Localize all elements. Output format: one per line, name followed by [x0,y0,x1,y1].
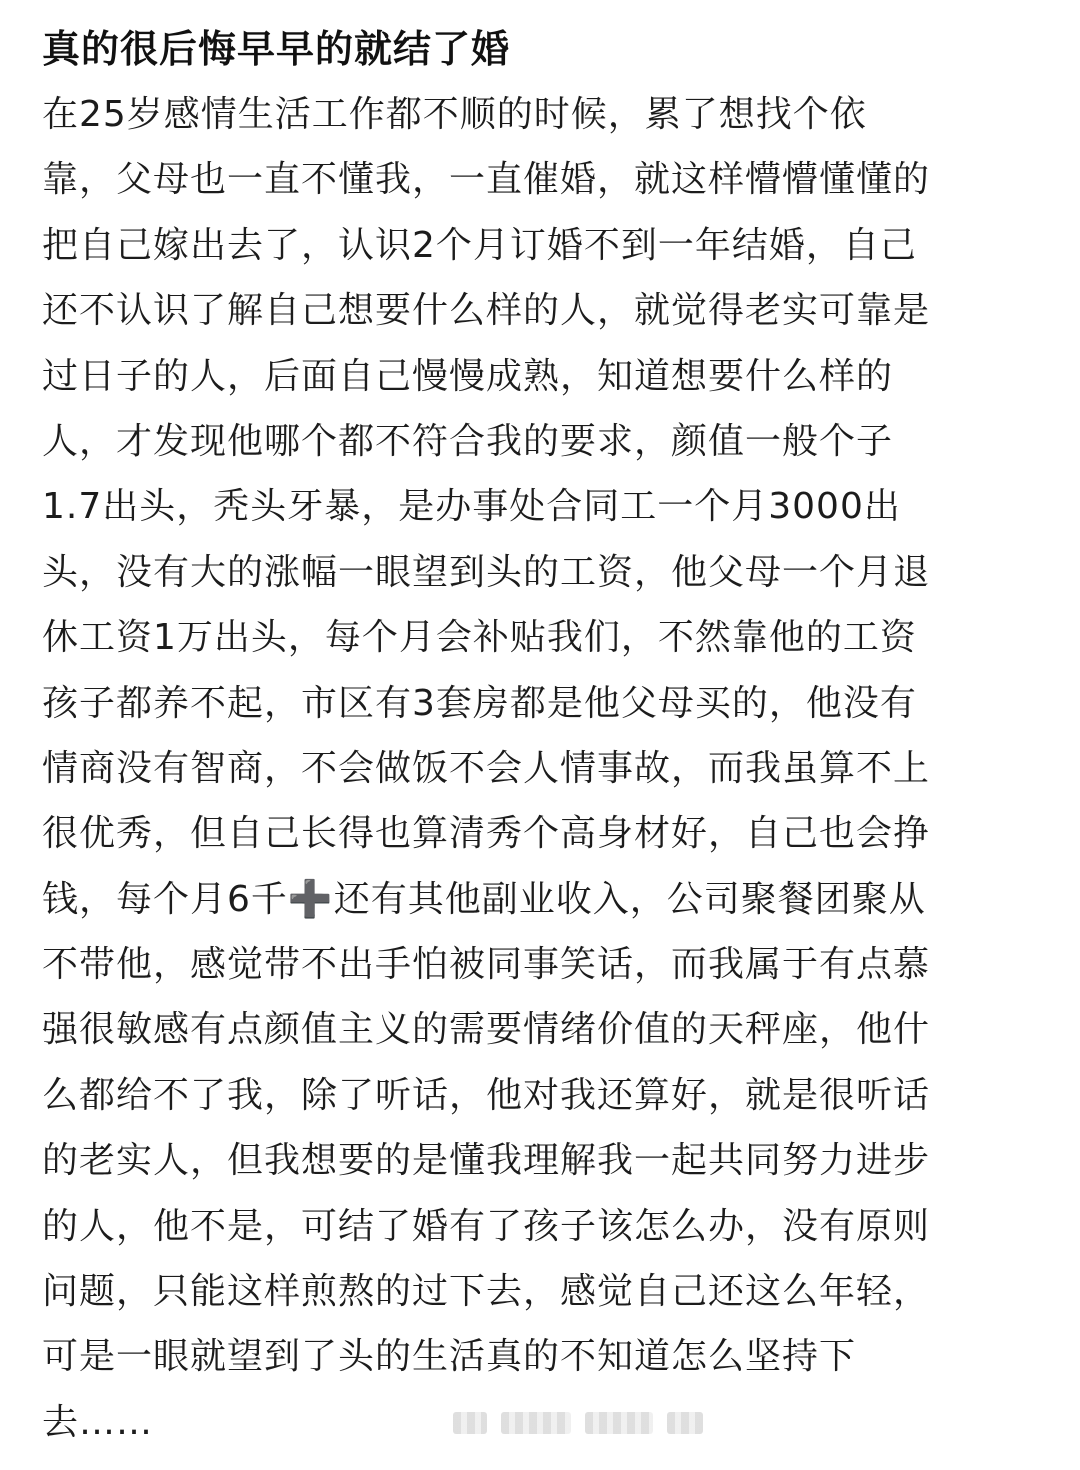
body-line: 过日子的人，后面自己慢慢成熟，知道想要什么样的 [42,355,894,397]
post-title: 真的很后悔早早的就结了婚 [42,27,511,71]
body-line: 在25岁感情生活工作都不顺的时候，累了想找个依 [42,94,867,135]
post [42,22,1042,1455]
body-line: 孩子都养不起，市区有3套房都是他父母买的，他没有 [42,682,917,724]
post-body [42,82,1042,1455]
body-line: 的人，他不是，可结了婚有了孩子该怎么办，没有原则 [42,1205,931,1247]
watermark [453,1403,703,1443]
body-line: 很优秀，但自己长得也算清秀个高身材好，自己也会挣 [42,813,931,855]
body-line: 1.7出头，秃头牙暴，是办事处合同工一个月3000出 [42,486,901,528]
body-line: 人，才发现他哪个都不符合我的要求，颜值一般个子 [42,420,894,462]
body-line: 钱，每个月6千➕还有其他副业收入，公司聚餐团聚从 [42,878,926,920]
body-line: 的老实人，但我想要的是懂我理解我一起共同努力进步 [42,1140,931,1182]
last-line-row [42,1390,1042,1455]
body-line: 靠，父母也一直不懂我，一直催婚，就这样懵懵懂懂的 [42,159,931,201]
body-line: 把自己嫁出去了，认识2个月订婚不到一年结婚，自己 [42,224,917,266]
watermark-mark [453,1412,487,1434]
body-line: 不带他，感觉带不出手怕被同事笑话，而我属于有点慕 [42,944,931,986]
watermark-mark [585,1412,653,1434]
body-line: 还不认识了解自己想要什么样的人，就觉得老实可靠是 [42,290,931,332]
body-line: 情商没有智商，不会做饭不会人情事故，而我虽算不上 [42,747,931,789]
body-line: 可是一眼就望到了头的生活真的不知道怎么坚持下 [42,1336,857,1378]
body-line: 强很敏感有点颜值主义的需要情绪价值的天秤座，他什 [42,1009,931,1051]
body-line: 休工资1万出头，每个月会补贴我们，不然靠他的工资 [42,617,917,659]
body-line: 问题，只能这样煎熬的过下去，感觉自己还这么年轻， [42,1271,931,1313]
body-line: 么都给不了我，除了听话，他对我还算好，就是很听话 [42,1074,931,1116]
watermark-mark [501,1412,571,1434]
body-line: 头，没有大的涨幅一眼望到头的工资，他父母一个月退 [42,551,931,593]
watermark-mark [667,1412,703,1434]
body-line-end: 去…… [42,1401,154,1443]
